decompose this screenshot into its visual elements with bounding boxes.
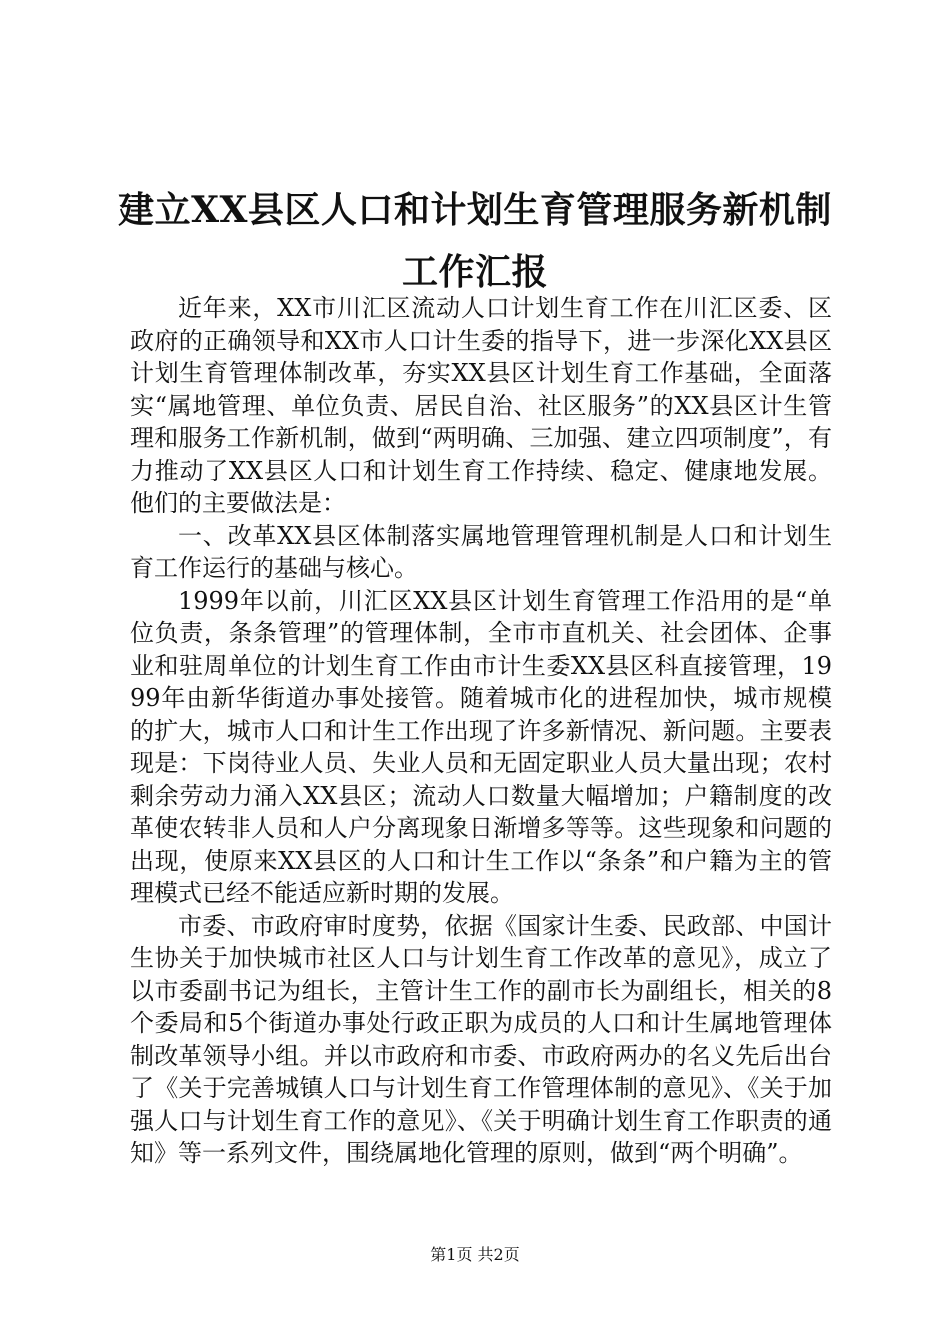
document-body [130,292,832,1170]
page-footer: 第1页 共2页 [430,1245,520,1264]
document-title-line-2: 工作汇报 [401,251,548,293]
document-title-line-1: 建立XX县区人口和计划生育管理服务新机制 [118,189,832,231]
body-paragraph: 1999年以前，川汇区XX县区计划生育管理工作沿用的是“单位负责，条条管理”的管理体制，全市市直机关、社会团体、企事业和驻周单位的计划生育工作由市计生委XX县区科直接管理，1999年由新华街道办事处接管。随着城市化的进程加快，城市规模的扩大，城市人口和计生工作出现了许多新情况、新问题。主要表现是：下岗待业人员、失业人员和无固定职业人员大量出现；农村剩余劳动力涌入XX县区；流动人口数量大幅增加；户籍制度的改革使农转非人员和人户分离现象日渐增多等等。这些现象和问题的出现，使原来XX县区的人口和计生工作以“条条”和户籍为主的管理模式已经不能适应新时期的发展。 [130,586,832,907]
body-paragraph: 市委、市政府审时度势，依据《国家计生委、民政部、中国计生协关于加快城市社区人口与计划生育工作改革的意见》，成立了以市委副书记为组长，主管计生工作的副市长为副组长，相关的8个委局和5个街道办事处行政正职为成员的人口和计生属地管理体制改革领导小组。并以市政府和市委、市政府两办的名义先后出台了《关于完善城镇人口与计划生育工作管理体制的意见》、《关于加强人口与计划生育工作的意见》、《关于明确计划生育工作职责的通知》等一系列文件，围绕属地化管理的原则，做到“两个明确”。 [130,911,832,1167]
body-paragraph: 一、改革XX县区体制落实属地管理管理机制是人口和计划生育工作运行的基础与核心。 [130,521,832,582]
body-paragraph: 近年来，XX市川汇区流动人口计划生育工作在川汇区委、区政府的正确领导和XX市人口计生委的指导下，进一步深化XX县区计划生育管理体制改革，夯实XX县区计划生育工作基础，全面落实“属地管理、单位负责、居民自治、社区服务”的XX县区计生管理和服务工作新机制，做到“两明确、三加强、建立四项制度”，有力推动了XX县区人口和计划生育工作持续、稳定、健康地发展。他们的主要做法是： [130,294,832,517]
